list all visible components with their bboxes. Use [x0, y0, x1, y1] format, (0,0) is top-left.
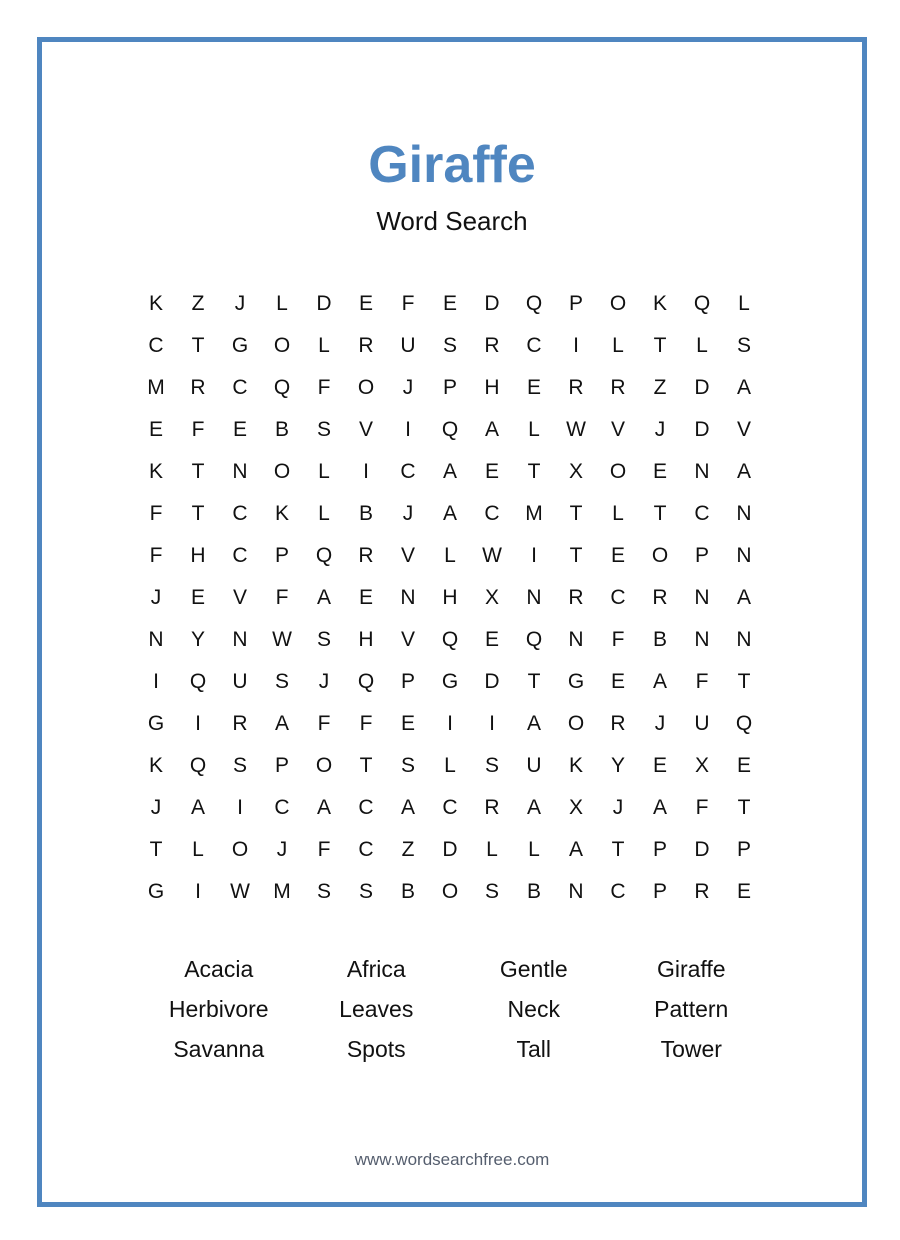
grid-letter: T [737, 670, 751, 693]
word-list-item: Africa [346, 955, 406, 982]
grid-letter: P [652, 838, 667, 861]
grid-letter: K [568, 754, 583, 777]
grid-letter: Q [441, 628, 459, 651]
grid-letter: K [652, 292, 667, 315]
grid-letter: I [153, 670, 159, 693]
grid-letter: C [484, 502, 500, 525]
grid-letter: C [274, 796, 290, 819]
grid-letter: L [486, 838, 498, 861]
grid-letter: T [653, 502, 667, 525]
grid-letter: L [528, 838, 540, 861]
grid-letter: P [652, 880, 667, 903]
grid-letter: P [274, 544, 289, 567]
grid-letter: J [234, 292, 246, 315]
grid-letter: Z [191, 292, 205, 315]
grid-letter: W [482, 544, 502, 567]
word-list-item: Tall [516, 1035, 551, 1062]
grid-letter: P [736, 838, 751, 861]
grid-letter: Y [610, 754, 625, 777]
grid-letter: O [609, 292, 627, 315]
grid-letter: L [444, 754, 456, 777]
grid-letter: O [567, 712, 585, 735]
grid-letter: Q [189, 754, 207, 777]
grid-letter: E [400, 712, 415, 735]
grid-letter: F [695, 796, 709, 819]
grid-letter: S [358, 880, 373, 903]
grid-letter: O [441, 880, 459, 903]
grid-letter: N [694, 460, 710, 483]
grid-letter: U [526, 754, 542, 777]
grid-letter: T [737, 796, 751, 819]
grid-letter: J [654, 712, 666, 735]
grid-letter: K [274, 502, 289, 525]
grid-letter: N [736, 544, 752, 567]
grid-letter: J [276, 838, 288, 861]
grid-letter: Q [189, 670, 207, 693]
grid-letter: C [694, 502, 710, 525]
word-list-item: Leaves [339, 995, 414, 1022]
grid-letter: S [316, 880, 331, 903]
grid-letter: R [484, 334, 500, 357]
grid-letter: S [442, 334, 457, 357]
grid-letter: N [694, 586, 710, 609]
grid-letter: E [610, 544, 625, 567]
grid-letter: C [232, 376, 248, 399]
grid-letter: R [358, 334, 374, 357]
grid-letter: Q [735, 712, 753, 735]
grid-letter: L [444, 544, 456, 567]
grid-letter: P [442, 376, 457, 399]
grid-letter: N [232, 628, 248, 651]
grid-letter: E [484, 460, 499, 483]
grid-letter: Q [525, 628, 543, 651]
grid-letter: F [275, 586, 289, 609]
grid-letter: D [694, 838, 710, 861]
grid-letter: I [489, 712, 495, 735]
grid-letter: J [318, 670, 330, 693]
grid-letter: L [528, 418, 540, 441]
grid-letter: O [651, 544, 669, 567]
grid-letter: G [441, 670, 459, 693]
grid-letter: C [400, 460, 416, 483]
grid-letter: P [694, 544, 709, 567]
grid-letter: K [148, 292, 163, 315]
word-list-item: Tower [660, 1035, 722, 1062]
grid-letter: E [442, 292, 457, 315]
grid-letter: R [358, 544, 374, 567]
word-list-item: Neck [507, 995, 560, 1022]
letter-grid [135, 283, 765, 913]
grid-letter: R [652, 586, 668, 609]
grid-letter: S [400, 754, 415, 777]
grid-letter: B [358, 502, 373, 525]
grid-letter: H [484, 376, 500, 399]
grid-letter: A [442, 502, 457, 525]
grid-letter: L [318, 460, 330, 483]
grid-letter: T [149, 838, 163, 861]
grid-letter: A [736, 586, 751, 609]
grid-letter: Q [441, 418, 459, 441]
grid-letter: L [738, 292, 750, 315]
grid-letter: G [147, 712, 165, 735]
grid-letter: I [447, 712, 453, 735]
grid-letter: C [610, 586, 626, 609]
grid-letter: D [484, 670, 500, 693]
grid-letter: P [568, 292, 583, 315]
grid-letter: C [358, 796, 374, 819]
grid-letter: H [190, 544, 206, 567]
grid-letter: D [316, 292, 332, 315]
grid-letter: F [401, 292, 415, 315]
grid-letter: Z [401, 838, 415, 861]
grid-letter: R [568, 376, 584, 399]
grid-letter: X [568, 460, 583, 483]
grid-letter: A [568, 838, 583, 861]
grid-letter: M [525, 502, 543, 525]
grid-letter: T [191, 460, 205, 483]
grid-letter: K [148, 754, 163, 777]
grid-letter: E [232, 418, 247, 441]
grid-letter: W [230, 880, 250, 903]
grid-letter: L [696, 334, 708, 357]
grid-letter: A [484, 418, 499, 441]
grid-letter: D [442, 838, 458, 861]
puzzle-subtitle: Word Search [376, 206, 528, 236]
grid-letter: T [569, 544, 583, 567]
grid-letter: I [405, 418, 411, 441]
word-list-item: Acacia [184, 955, 254, 982]
grid-letter: L [192, 838, 204, 861]
grid-letter: Y [190, 628, 205, 651]
grid-letter: C [232, 544, 248, 567]
grid-letter: L [318, 334, 330, 357]
grid-letter: V [400, 544, 415, 567]
grid-letter: F [149, 544, 163, 567]
grid-letter: C [442, 796, 458, 819]
grid-letter: E [358, 586, 373, 609]
grid-letter: B [274, 418, 289, 441]
grid-letter: N [232, 460, 248, 483]
grid-letter: F [317, 838, 331, 861]
grid-letter: B [526, 880, 541, 903]
word-list-item: Spots [346, 1035, 406, 1062]
grid-letter: A [526, 712, 541, 735]
grid-letter: G [147, 880, 165, 903]
grid-letter: S [232, 754, 247, 777]
grid-letter: T [191, 502, 205, 525]
grid-letter: N [736, 502, 752, 525]
grid-letter: J [150, 586, 162, 609]
grid-letter: N [568, 880, 584, 903]
grid-letter: U [400, 334, 416, 357]
grid-letter: Q [693, 292, 711, 315]
grid-letter: M [273, 880, 291, 903]
grid-letter: S [484, 880, 499, 903]
grid-letter: P [274, 754, 289, 777]
grid-letter: S [316, 628, 331, 651]
grid-letter: I [573, 334, 579, 357]
grid-letter: C [526, 334, 542, 357]
grid-letter: E [736, 754, 751, 777]
grid-letter: F [317, 376, 331, 399]
grid-letter: W [272, 628, 292, 651]
grid-letter: N [736, 628, 752, 651]
grid-letter: C [358, 838, 374, 861]
grid-letter: R [190, 376, 206, 399]
grid-letter: V [232, 586, 247, 609]
grid-letter: V [400, 628, 415, 651]
grid-letter: A [400, 796, 415, 819]
grid-letter: E [736, 880, 751, 903]
grid-letter: A [316, 796, 331, 819]
word-list-item: Giraffe [656, 955, 726, 982]
grid-letter: A [652, 670, 667, 693]
grid-letter: L [318, 502, 330, 525]
grid-letter: I [195, 880, 201, 903]
grid-letter: A [442, 460, 457, 483]
grid-letter: N [568, 628, 584, 651]
grid-letter: B [652, 628, 667, 651]
footer-url: www.wordsearchfree.com [354, 1150, 550, 1169]
grid-letter: R [610, 376, 626, 399]
grid-letter: H [358, 628, 374, 651]
grid-letter: N [694, 628, 710, 651]
grid-letter: V [736, 418, 751, 441]
grid-letter: J [150, 796, 162, 819]
grid-letter: D [694, 376, 710, 399]
grid-letter: T [191, 334, 205, 357]
grid-letter: X [484, 586, 499, 609]
grid-letter: E [526, 376, 541, 399]
grid-letter: Z [653, 376, 667, 399]
grid-letter: R [694, 880, 710, 903]
grid-letter: E [148, 418, 163, 441]
word-list-item: Herbivore [168, 995, 269, 1022]
grid-letter: Q [357, 670, 375, 693]
grid-letter: C [232, 502, 248, 525]
grid-letter: C [610, 880, 626, 903]
grid-letter: S [316, 418, 331, 441]
word-list-item: Savanna [173, 1035, 265, 1062]
word-list [140, 949, 770, 1069]
grid-letter: S [484, 754, 499, 777]
grid-letter: A [736, 376, 751, 399]
grid-letter: X [694, 754, 709, 777]
word-list-item: Pattern [654, 995, 729, 1022]
grid-letter: E [610, 670, 625, 693]
grid-letter: U [694, 712, 710, 735]
grid-letter: E [190, 586, 205, 609]
grid-letter: T [569, 502, 583, 525]
grid-letter: T [527, 460, 541, 483]
grid-letter: L [612, 334, 624, 357]
grid-letter: W [566, 418, 586, 441]
grid-letter: J [402, 502, 414, 525]
grid-letter: A [316, 586, 331, 609]
grid-letter: A [274, 712, 289, 735]
grid-letter: T [359, 754, 373, 777]
grid-letter: V [610, 418, 625, 441]
grid-letter: O [357, 376, 375, 399]
grid-letter: N [148, 628, 164, 651]
grid-letter: T [653, 334, 667, 357]
grid-letter: Q [315, 544, 333, 567]
word-list-item: Gentle [499, 955, 568, 982]
grid-letter: M [147, 376, 165, 399]
grid-letter: J [654, 418, 666, 441]
grid-letter: I [195, 712, 201, 735]
grid-letter: J [612, 796, 624, 819]
grid-letter: J [402, 376, 414, 399]
grid-letter: D [694, 418, 710, 441]
grid-letter: H [442, 586, 458, 609]
grid-letter: V [358, 418, 373, 441]
grid-letter: A [652, 796, 667, 819]
page-frame [37, 37, 867, 1207]
grid-letter: N [400, 586, 416, 609]
grid-letter: R [610, 712, 626, 735]
grid-letter: Q [525, 292, 543, 315]
grid-letter: R [568, 586, 584, 609]
grid-letter: L [612, 502, 624, 525]
grid-letter: F [695, 670, 709, 693]
grid-letter: F [191, 418, 205, 441]
grid-letter: O [609, 460, 627, 483]
grid-letter: O [315, 754, 333, 777]
grid-letter: G [231, 334, 249, 357]
grid-letter: Q [273, 376, 291, 399]
grid-letter: T [527, 670, 541, 693]
grid-letter: I [237, 796, 243, 819]
grid-letter: A [190, 796, 205, 819]
grid-letter: E [652, 754, 667, 777]
grid-letter: A [736, 460, 751, 483]
grid-letter: O [231, 838, 249, 861]
grid-letter: X [568, 796, 583, 819]
grid-letter: E [652, 460, 667, 483]
grid-letter: K [148, 460, 163, 483]
grid-letter: C [148, 334, 164, 357]
grid-letter: R [484, 796, 500, 819]
grid-letter: U [232, 670, 248, 693]
grid-letter: F [149, 502, 163, 525]
grid-letter: L [276, 292, 288, 315]
grid-letter: O [273, 334, 291, 357]
grid-letter: I [363, 460, 369, 483]
grid-letter: S [736, 334, 751, 357]
grid-letter: G [567, 670, 585, 693]
grid-letter: P [400, 670, 415, 693]
grid-letter: A [526, 796, 541, 819]
grid-letter: F [359, 712, 373, 735]
grid-letter: B [400, 880, 415, 903]
grid-letter: T [611, 838, 625, 861]
grid-letter: E [484, 628, 499, 651]
grid-letter: S [274, 670, 289, 693]
grid-letter: F [611, 628, 625, 651]
grid-letter: E [358, 292, 373, 315]
grid-letter: D [484, 292, 500, 315]
grid-letter: R [232, 712, 248, 735]
puzzle-title: Giraffe [368, 136, 536, 194]
grid-letter: I [531, 544, 537, 567]
grid-letter: N [526, 586, 542, 609]
grid-letter: F [317, 712, 331, 735]
grid-letter: O [273, 460, 291, 483]
